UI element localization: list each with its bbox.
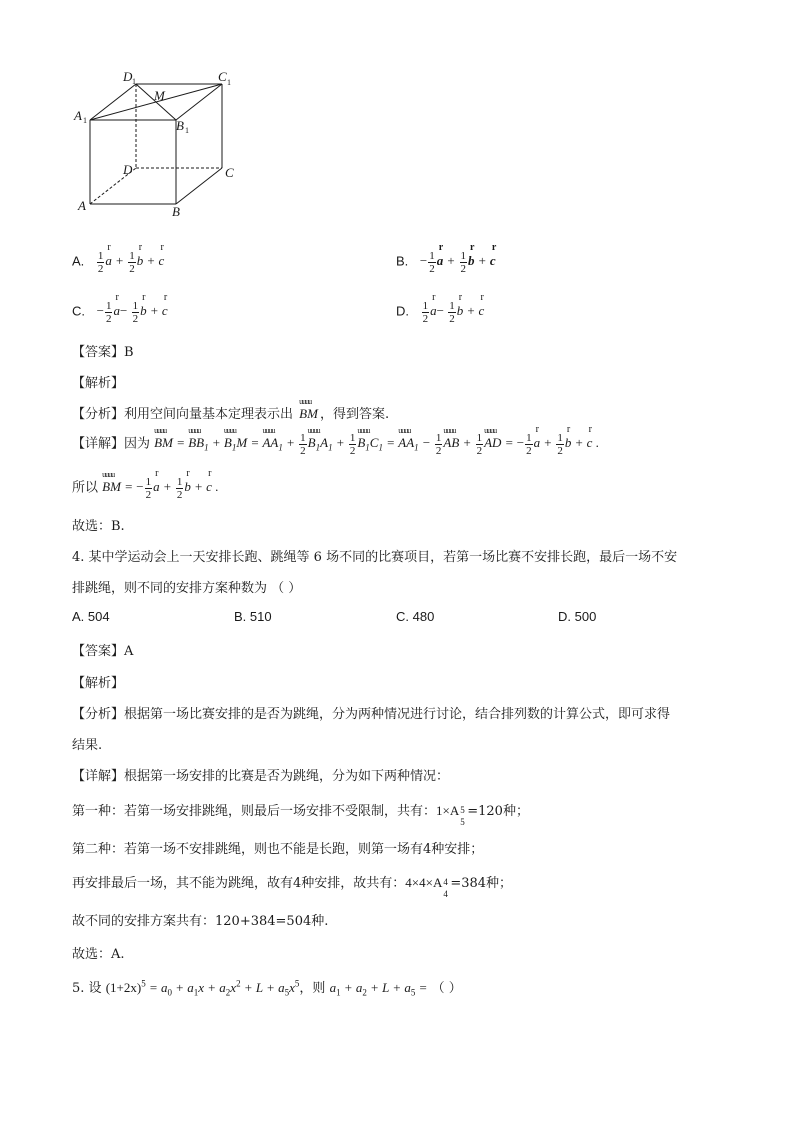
q4-option-a: A. 504	[72, 609, 110, 624]
label-b1-sub: 1	[185, 126, 189, 135]
q3-suoyi: 所以 uuuu BM = − $\frac{1}{2}$ r a + $\frac{1}{2}$ r b + r c .	[72, 476, 218, 501]
label-m: M	[154, 88, 165, 103]
q3-conclusion: 故选：B.	[72, 519, 125, 534]
q4-conclusion: 故选：A.	[72, 947, 125, 962]
q3-option-a: A. $\frac{1}{2}$ r a + $\frac{1}{2}$ r b + r c	[72, 250, 164, 275]
q4-stem-line1: 4. 某中学运动会上一天安排长跑、跳绳等 6 场不同的比赛项目，若第一场比赛不安排长跑，最后一场不安	[72, 550, 678, 565]
q3-fenxi: 【分析】利用空间向量基本定理表示出 uuuu BM ，得到答案.	[72, 403, 389, 422]
q5-stem: 5. 设 $(1+2x)^5 = a_0 + a_1x + a_2x^2 + L + a_5x^5$，则 $a_1 + a_2 + L + a_5$ = （ ）	[72, 978, 462, 998]
label-c1-sub: 1	[227, 78, 231, 87]
answer-value: A	[124, 644, 134, 659]
label-b1: B	[176, 118, 184, 133]
q4-fenxi-line1: 【分析】根据第一场比赛安排的是否为跳绳，分为两种情况进行讨论，结合排列数的计算公式，即可求得	[72, 707, 671, 722]
label-d: D	[123, 162, 133, 177]
q4-total: 故不同的安排方案共有：120+384=504种.	[72, 914, 329, 929]
label-a1-sub: 1	[83, 116, 87, 125]
q4-stem-line2: 排跳绳，则不同的安排方案种数为 （ ）	[72, 581, 302, 596]
q3-xiangjie: 【详解】因为 uuuu BM = uuuu $BB_1$ + uuuu $B_1M$ = uuuu $AA_1$ + $\frac{1}{2}$ uuuu $B_1A_1$ + $\frac{1}{2}$ uuuu $B_1C_1$ = uuuu $AA_1$ − $\frac{1}{2}$ uuuu AB + $\frac{1}{2}$ uuuu AD = − $\frac{1}{2}$ r a + $\frac{1}{2}$ r b + r c .	[72, 432, 599, 457]
q4-fenxi-line2: 结果.	[72, 738, 103, 753]
label-a: A	[78, 198, 86, 213]
q4-option-d: D. 500	[558, 609, 597, 624]
q4-option-b: B. 510	[234, 609, 272, 624]
q3-answer	[72, 341, 134, 360]
q4-case1: 第一种：若第一场安排跳绳，则最后一场安排不受限制，共有：1×A 5 5 =120种；	[72, 803, 529, 827]
label-a1: A	[74, 108, 82, 123]
q4-xiangjie: 【详解】根据第一场安排的比赛是否为跳绳，分为如下两种情况：	[72, 769, 450, 784]
q3-option-d: D. $\frac{1}{2}$ r a− $\frac{1}{2}$ r b + r c	[396, 300, 484, 325]
q3-analysis-label: 【解析】	[72, 376, 125, 391]
answer-label: 【答案】	[72, 345, 125, 360]
q3-option-c: C. − $\frac{1}{2}$ r a− $\frac{1}{2}$ r b + r c	[72, 300, 168, 325]
q4-case2: 第二种：若第一场不安排跳绳，则也不能是长跑，则第一场有4种安排；	[72, 842, 484, 857]
label-d1: D	[123, 70, 133, 84]
label-c: C	[225, 165, 234, 180]
q4-case3: 再安排最后一场，其不能为跳绳，故有4种安排，故共有：4×4×A 4 4 =384种；	[72, 875, 513, 899]
cube-figure	[70, 70, 250, 220]
q4-analysis-label: 【解析】	[72, 676, 125, 691]
label-c1: C	[218, 70, 227, 84]
answer-label: 【答案】	[72, 644, 125, 659]
q4-answer	[72, 640, 133, 659]
label-d1-sub: 1	[132, 77, 136, 86]
q3-option-b: B. − $\frac{1}{2}$ r a + $\frac{1}{2}$ r b + r c	[396, 250, 496, 275]
answer-value: B	[124, 345, 134, 360]
q4-option-c: C. 480	[396, 609, 435, 624]
label-b: B	[172, 204, 180, 219]
